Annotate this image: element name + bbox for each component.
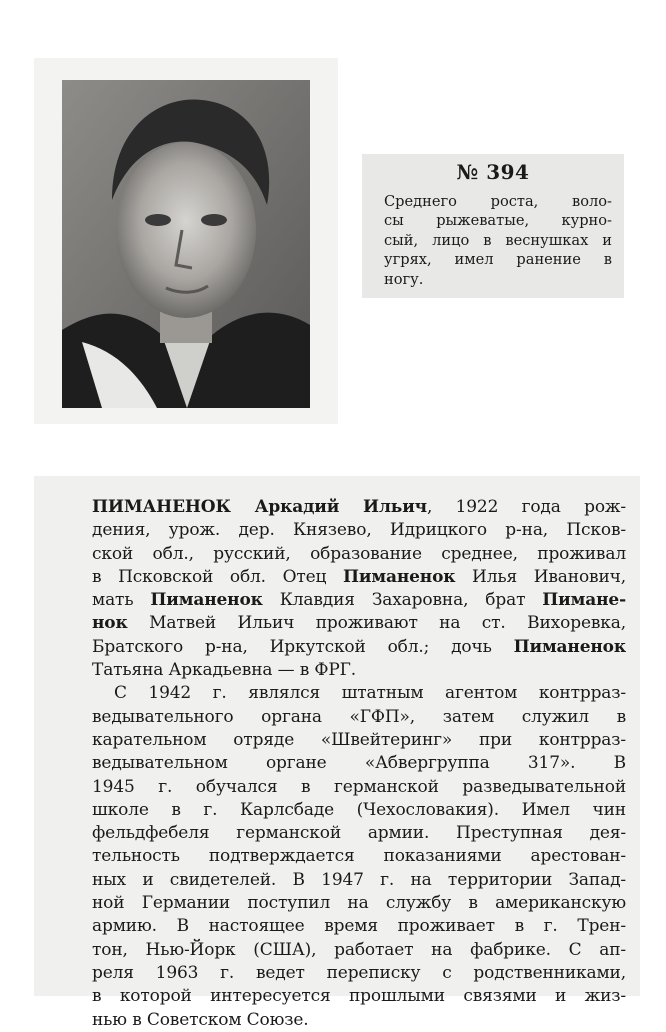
description-line: Среднего роста, воло-: [384, 193, 612, 210]
biography-line: [92, 869, 626, 892]
biography-text-segment: фельдфебеля германской армии. Преступная дея-: [92, 823, 626, 844]
biography-line: [92, 659, 626, 682]
name-highlight: Пиманенок: [150, 590, 263, 611]
biography-text-segment: ведывательном органе «Абвергруппа 317». В: [92, 753, 626, 774]
biography-line: [92, 566, 626, 589]
biography-line: [92, 729, 626, 752]
name-highlight: ПИМАНЕНОК Аркадий Ильич: [92, 497, 427, 517]
biography-block: [34, 476, 640, 1030]
biography-line: [92, 752, 626, 775]
physical-description: [384, 192, 612, 289]
biography-line: [92, 706, 626, 729]
biography-text-segment: реля 1963 г. ведет переписку с родственниками,: [92, 962, 626, 983]
biography-line: [92, 799, 626, 822]
biography-line: [92, 776, 626, 799]
biography-text-segment: школе в г. Карлсбаде (Чехословакия). Имел чин: [92, 799, 626, 820]
biography-text-segment: тельность подтверждается показаниями арестован-: [92, 846, 626, 867]
biography-text-segment: ской обл., русский, образование среднее, проживал: [92, 543, 626, 564]
biography-line: [92, 962, 626, 985]
biography-text-segment: Братского р-на, Иркутской обл.; дочь: [92, 636, 514, 657]
biography-text-segment: , 1922 года рож-: [426, 497, 626, 517]
biography-line: [92, 543, 626, 566]
biography-line: [92, 636, 626, 659]
portrait-photo-icon: [62, 80, 310, 408]
name-highlight: Пиманенок: [342, 566, 456, 587]
biography-line: [92, 915, 626, 938]
biography-line: [92, 845, 626, 868]
description-line: ногу.: [384, 270, 424, 288]
description-line: сый, лицо в веснушках и: [384, 231, 612, 249]
biography-text-segment: карательном отряде «Швейтеринг» при контрраз-: [92, 729, 626, 750]
biography-line: [92, 939, 626, 962]
biography-text-segment: тон, Нью-Йорк (США), работает на фабрике. С ап-: [92, 939, 626, 960]
portrait-photo: [62, 80, 310, 408]
biography-line: [92, 985, 626, 1008]
biography-line: [92, 612, 626, 635]
biography-text-segment: Матвей Ильич проживают на ст. Вихоревка,: [127, 613, 626, 634]
biography-line: [92, 589, 626, 612]
biography-line: [92, 892, 626, 915]
biography-text-segment: дения, урож. дер. Князево, Идрицкого р-на, Псков-: [92, 520, 626, 541]
biography-text-segment: в Псковской обл. Отец: [92, 566, 343, 587]
biography-text: [92, 496, 626, 1032]
name-highlight: Пиманенок: [513, 636, 626, 657]
name-highlight: нок: [92, 613, 128, 634]
biography-line: [92, 496, 626, 519]
biography-text-segment: С 1942 г. являлся штатным агентом контрраз-: [114, 683, 626, 704]
biography-text-segment: ных и свидетелей. В 1947 г. на территории Запад-: [92, 869, 626, 890]
photo-frame: [34, 58, 338, 424]
name-highlight: Пимане-: [542, 590, 626, 611]
biography-text-segment: ведывательного органа «ГФП», затем служил в: [92, 706, 626, 727]
biography-text-segment: в которой интересуется прошлыми связями и жиз-: [92, 986, 626, 1007]
biography-text-segment: Татьяна Аркадьевна — в ФРГ.: [92, 660, 357, 681]
description-line: сы рыжеватые, курно-: [384, 212, 612, 230]
description-card: [362, 154, 624, 298]
biography-text-segment: ной Германии поступил на службу в американскую: [92, 893, 626, 914]
biography-line: [92, 822, 626, 845]
biography-text-segment: армию. В настоящее время проживает в г. Трен-: [92, 916, 626, 937]
biography-line: [92, 1009, 626, 1032]
biography-text-segment: нью в Советском Союзе.: [92, 1009, 309, 1030]
description-line: угрях, имел ранение в: [384, 251, 612, 269]
biography-text-segment: 1945 г. обучался в германской разведывательной: [92, 776, 626, 797]
record-number: № 394: [456, 160, 530, 184]
biography-text-segment: Клавдия Захаровна, брат: [262, 590, 543, 611]
biography-text-segment: Илья Иванович,: [455, 566, 626, 587]
biography-line: [92, 519, 626, 542]
biography-text-segment: мать: [92, 590, 151, 611]
biography-line: [92, 682, 626, 705]
